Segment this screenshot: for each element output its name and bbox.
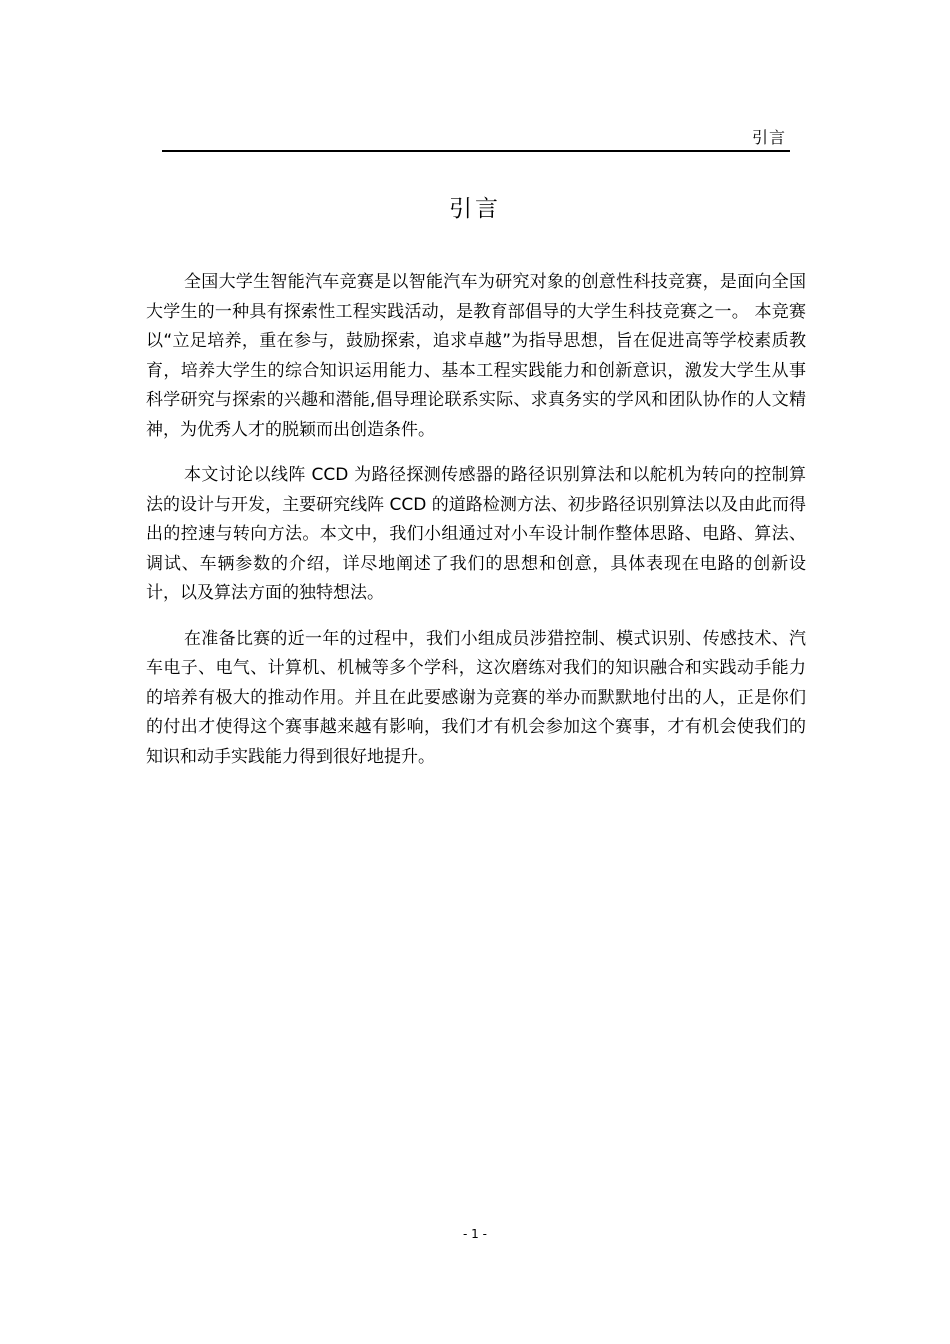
- page-title: 引言: [449, 196, 501, 222]
- running-header-section: 引言: [751, 128, 786, 147]
- paragraph-intro: 全国大学生智能汽车竞赛是以智能汽车为研究对象的创意性科技竞赛，是面向全国大学生的一种具有探索性工程实践活动，是教育部倡导的大学生科技竞赛之一。 本竞赛以“立足培养，重在参与，鼓励探索，追求卓越”为指导思想，旨在促进高等学校素质教育，培养大学生的综合知识运用能力、基本工程实践能力和创新意识，激发大学生从事科学研究与探索的兴趣和潜能,倡导理论联系实际、求真务实的学风和团队协作的人文精神，为优秀人才的脱颖而出创造条件。: [146, 272, 806, 440]
- body-text: [146, 268, 806, 788]
- header-divider: [162, 150, 790, 152]
- paragraph-acknowledgement: 在准备比赛的近一年的过程中，我们小组成员涉猎控制、模式识别、传感技术、汽车电子、电气、计算机、机械等多个学科，这次磨练对我们的知识融合和实践动手能力的培养有极大的推动作用。并且在此要感谢为竞赛的举办而默默地付出的人，正是你们的付出才使得这个赛事越来越有影响，我们才有机会参加这个赛事，才有机会使我们的知识和动手实践能力得到很好地提升。: [146, 628, 806, 767]
- paragraph-scope: 本文讨论以线阵 CCD 为路径探测传感器的路径识别算法和以舵机为转向的控制算法的设计与开发，主要研究线阵 CCD 的道路检测方法、初步路径识别算法以及由此而得出的控速与转向方法。本文中，我们小组通过对小车设计制作整体思路、电路、算法、调试、车辆参数的介绍，详尽地阐述了我们的思想和创意，具体表现在电路的创新设计，以及算法方面的独特想法。: [146, 465, 806, 603]
- page-number: - 1 -: [463, 1227, 487, 1241]
